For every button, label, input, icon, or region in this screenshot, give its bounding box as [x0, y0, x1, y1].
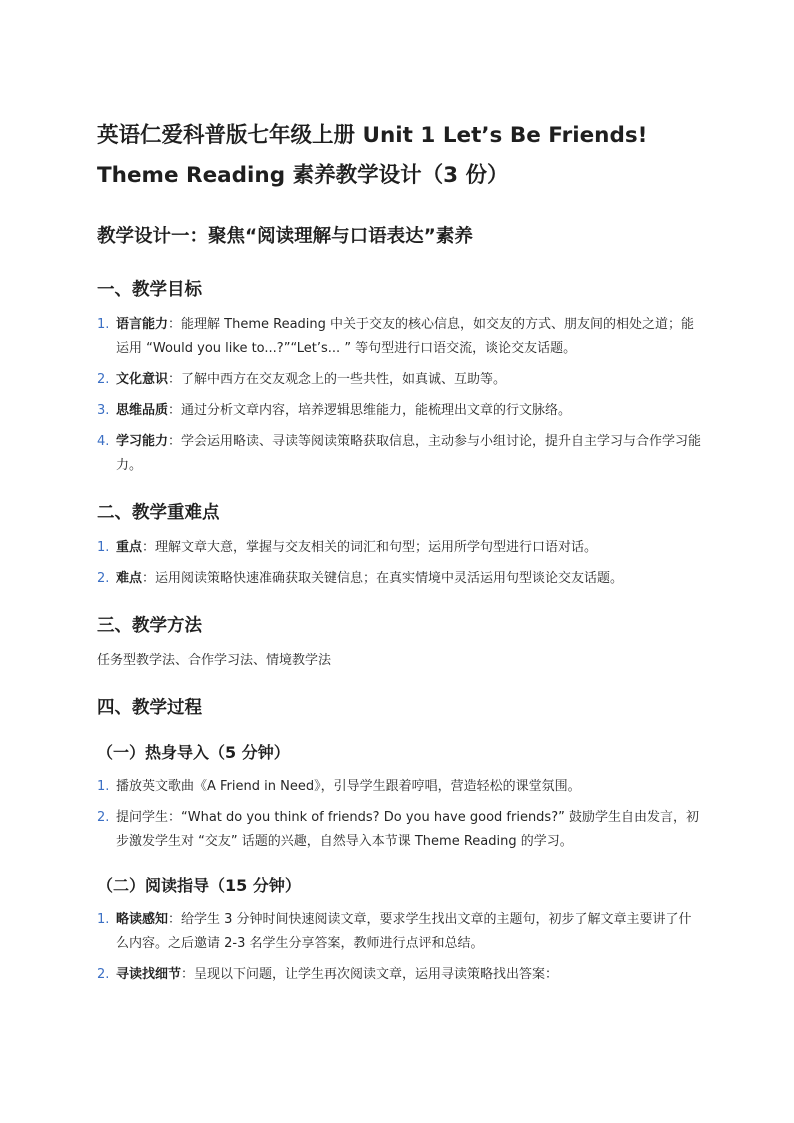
- item-label: 学习能力: [116, 434, 169, 449]
- list-item: [97, 806, 702, 854]
- item-text: ：学会运用略读、寻读等阅读策略获取信息，主动参与小组讨论，提升自主学习与合作学习能力。: [116, 434, 702, 473]
- item-label: 难点: [116, 571, 143, 586]
- methods-text: 任务型教学法、合作学习法、情境教学法: [97, 653, 332, 668]
- section-heading-goals: 一、教学目标: [97, 280, 202, 300]
- list-number: 2.: [97, 372, 110, 387]
- list-item: [97, 368, 702, 392]
- item-label: 略读感知: [116, 912, 169, 927]
- list-item: [97, 567, 702, 591]
- document-title: [97, 116, 702, 196]
- list-item: [97, 399, 702, 423]
- subsection-heading-reading: （二）阅读指导（15 分钟）: [97, 876, 301, 895]
- item-text: ：呈现以下问题，让学生再次阅读文章，运用寻读策略找出答案：: [181, 967, 559, 982]
- item-label: 思维品质: [116, 403, 169, 418]
- item-text: 提问学生：“What do you think of friends? Do you have good friends?” 鼓励学生自由发言，初步激发学生对 “交友” 话题的兴趣，自然导入本节课 Theme Reading 的学习。: [116, 810, 699, 849]
- item-text: ：给学生 3 分钟时间快速阅读文章，要求学生找出文章的主题句，初步了解文章主要讲了什么内容。之后邀请 2-3 名学生分享答案，教师进行点评和总结。: [116, 912, 692, 951]
- list-number: 2.: [97, 571, 110, 586]
- item-text: 播放英文歌曲《A Friend in Need》，引导学生跟着哼唱，营造轻松的课堂氛围。: [116, 779, 581, 794]
- document-title-line-1: 英语仁爱科普版七年级上册 Unit 1 Let’s Be Friends!: [97, 123, 648, 148]
- list-item: [97, 775, 702, 799]
- item-text: ：理解文章大意，掌握与交友相关的词汇和句型；运用所学句型进行口语对话。: [142, 540, 598, 555]
- section-heading-keypoints: 二、教学重难点: [97, 503, 220, 523]
- warmup-list: [97, 775, 702, 854]
- item-label: 文化意识: [116, 372, 169, 387]
- section-heading-process: 四、教学过程: [97, 698, 202, 718]
- list-number: 1.: [97, 779, 110, 794]
- item-label: 语言能力: [116, 317, 169, 332]
- item-label: 寻读找细节: [116, 967, 182, 982]
- list-number: 1.: [97, 540, 110, 555]
- item-text: ：能理解 Theme Reading 中关于交友的核心信息，如交友的方式、朋友间的相处之道；能运用 “Would you like to...?”“Let’s... ” 等句型进行口语交流，谈论交友话题。: [116, 317, 695, 356]
- subsection-heading-warmup: （一）热身导入（5 分钟）: [97, 743, 290, 762]
- list-item: [97, 313, 702, 361]
- list-number: 4.: [97, 434, 110, 449]
- item-label: 重点: [116, 540, 143, 555]
- list-number: 2.: [97, 967, 110, 982]
- design-one-title: 教学设计一：聚焦“阅读理解与口语表达”素养: [97, 226, 473, 247]
- reading-list: [97, 908, 702, 987]
- list-number: 3.: [97, 403, 110, 418]
- item-text: ：运用阅读策略快速准确获取关键信息；在真实情境中灵活运用句型谈论交友话题。: [142, 571, 624, 586]
- goals-list: [97, 313, 702, 478]
- list-item: [97, 430, 702, 478]
- document-title-line-2: Theme Reading 素养教学设计（3 份）: [97, 163, 509, 188]
- list-item: [97, 536, 702, 560]
- list-item: [97, 963, 702, 987]
- list-item: [97, 908, 702, 956]
- keypoints-list: [97, 536, 702, 591]
- list-number: 1.: [97, 317, 110, 332]
- list-number: 1.: [97, 912, 110, 927]
- list-number: 2.: [97, 810, 110, 825]
- item-text: ：通过分析文章内容，培养逻辑思维能力，能梳理出文章的行文脉络。: [168, 403, 572, 418]
- section-heading-methods: 三、教学方法: [97, 616, 202, 636]
- item-text: ：了解中西方在交友观念上的一些共性，如真诚、互助等。: [168, 372, 507, 387]
